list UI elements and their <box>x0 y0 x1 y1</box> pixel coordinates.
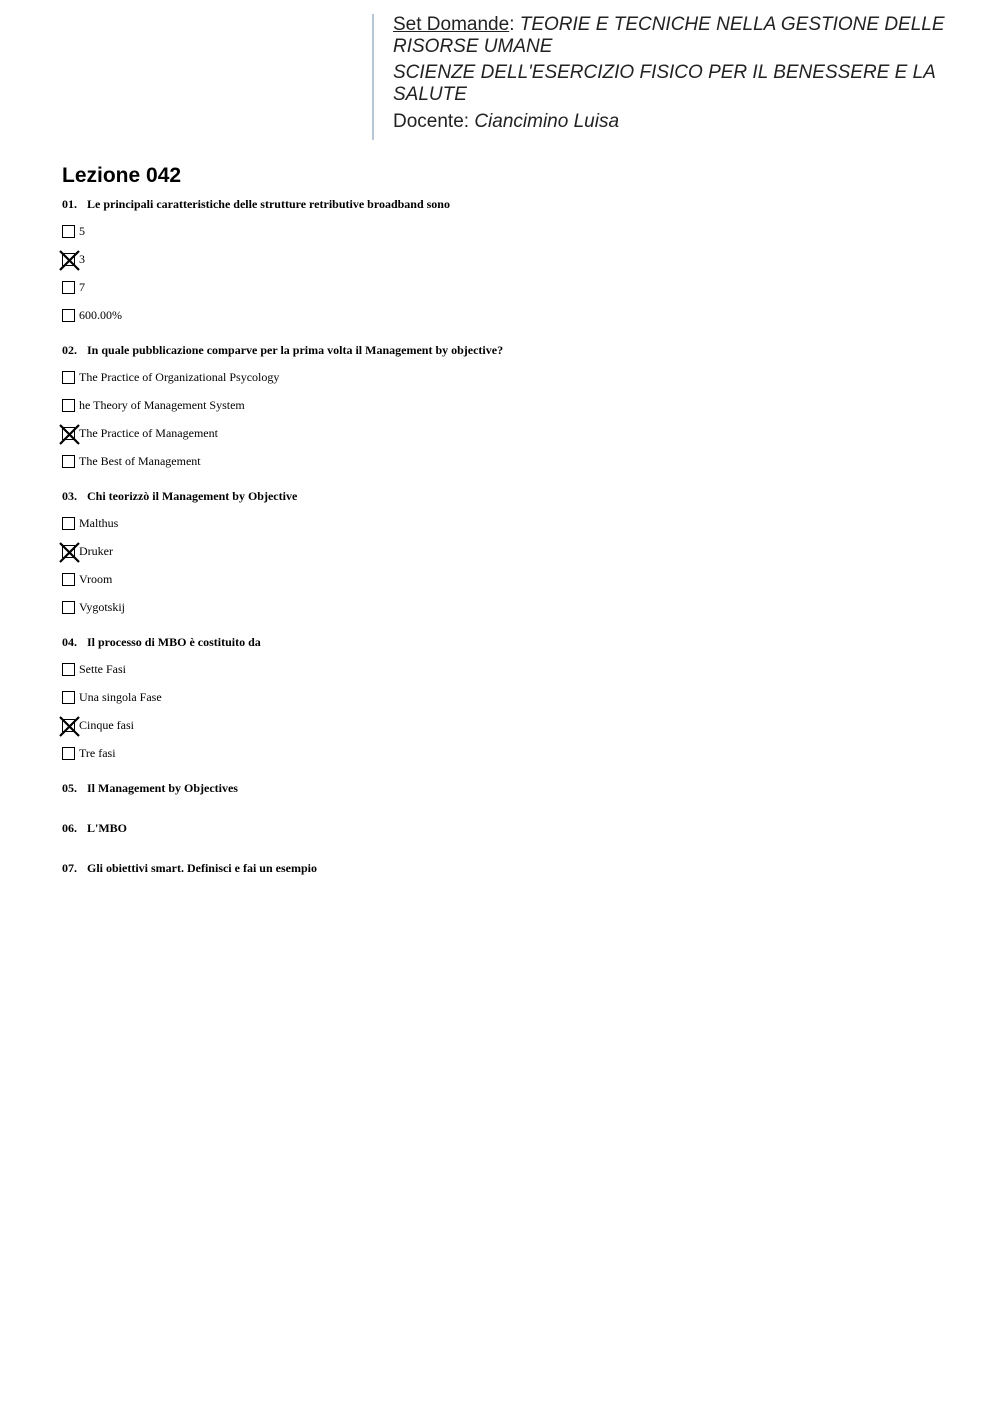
answer-option[interactable] <box>62 277 942 297</box>
answer-label: Vroom <box>79 572 113 586</box>
question-number: 01. <box>62 197 77 211</box>
question-set-line <box>393 14 957 58</box>
question-number: 03. <box>62 489 77 503</box>
question-number: 06. <box>62 821 77 835</box>
answer-option[interactable] <box>62 451 942 471</box>
answer-options <box>62 659 942 763</box>
answer-option[interactable] <box>62 513 942 533</box>
answer-label: he Theory of Management System <box>79 398 245 412</box>
question-number: 07. <box>62 861 77 875</box>
question-02 <box>62 342 942 471</box>
cross-mark-icon <box>59 542 80 563</box>
question-prompt: Le principali caratteristiche delle strutture retributive broadband sono <box>87 197 450 211</box>
answer-option[interactable] <box>62 423 942 443</box>
checkbox[interactable] <box>62 281 75 294</box>
checkbox[interactable] <box>62 371 75 384</box>
answer-option[interactable] <box>62 743 942 763</box>
answer-option[interactable] <box>62 221 942 241</box>
question-number: 04. <box>62 635 77 649</box>
answer-option[interactable] <box>62 395 942 415</box>
question-04 <box>62 634 942 763</box>
answer-options <box>62 513 942 617</box>
document-header <box>372 14 957 140</box>
answer-label: Tre fasi <box>79 746 116 760</box>
checkbox[interactable] <box>62 399 75 412</box>
question-text <box>62 820 942 836</box>
checkbox[interactable] <box>62 663 75 676</box>
question-prompt: In quale pubblicazione comparve per la prima volta il Management by objective? <box>87 343 504 357</box>
question-prompt: Gli obiettivi smart. Definisci e fai un esempio <box>87 861 317 875</box>
question-number: 05. <box>62 781 77 795</box>
answer-option[interactable] <box>62 249 942 269</box>
question-03 <box>62 488 942 617</box>
answer-label: Druker <box>79 544 113 558</box>
question-text <box>62 780 942 796</box>
cross-mark-icon <box>59 250 80 271</box>
answer-label: Malthus <box>79 516 119 530</box>
checkbox[interactable] <box>62 573 75 586</box>
answer-option[interactable] <box>62 715 942 735</box>
answer-label: 7 <box>79 280 85 294</box>
answer-option[interactable] <box>62 305 942 325</box>
course-title-1: TEORIE E TECNICHE NELLA GESTIONE DELLE RISORSE UMANE <box>393 14 945 57</box>
answer-label: Cinque fasi <box>79 718 134 732</box>
answer-label: 3 <box>79 252 85 266</box>
checkbox[interactable] <box>62 225 75 238</box>
checkbox-checked[interactable] <box>62 719 75 732</box>
answer-label: 600.00% <box>79 308 122 322</box>
answer-option[interactable] <box>62 541 942 561</box>
checkbox[interactable] <box>62 309 75 322</box>
checkbox-checked[interactable] <box>62 427 75 440</box>
question-text <box>62 860 942 876</box>
checkbox[interactable] <box>62 691 75 704</box>
teacher-name: Ciancimino Luisa <box>474 111 620 132</box>
question-text <box>62 342 942 358</box>
answer-options <box>62 367 942 471</box>
answer-label: 5 <box>79 224 85 238</box>
answer-label: The Practice of Organizational Psycology <box>79 370 280 384</box>
answer-options <box>62 221 942 325</box>
course-title-2: SCIENZE DELL'ESERCIZIO FISICO PER IL BENESSERE E LA SALUTE <box>393 62 936 105</box>
question-text <box>62 196 942 212</box>
checkbox[interactable] <box>62 455 75 468</box>
question-prompt: L'MBO <box>87 821 128 835</box>
cross-mark-icon <box>59 424 80 445</box>
question-07 <box>62 860 942 876</box>
answer-option[interactable] <box>62 659 942 679</box>
answer-label: The Practice of Management <box>79 426 218 440</box>
answer-option[interactable] <box>62 687 942 707</box>
checkbox-checked[interactable] <box>62 253 75 266</box>
question-text <box>62 488 942 504</box>
lesson-title: Lezione 042 <box>62 164 182 187</box>
teacher-line <box>393 111 957 133</box>
question-01 <box>62 196 942 325</box>
question-prompt: Il Management by Objectives <box>87 781 238 795</box>
cross-mark-icon <box>59 716 80 737</box>
question-text <box>62 634 942 650</box>
answer-option[interactable] <box>62 597 942 617</box>
checkbox[interactable] <box>62 601 75 614</box>
answer-label: Sette Fasi <box>79 662 126 676</box>
answer-label: Una singola Fase <box>79 690 162 704</box>
question-prompt: Chi teorizzò il Management by Objective <box>87 489 298 503</box>
answer-option[interactable] <box>62 367 942 387</box>
teacher-label: Docente: <box>393 111 475 132</box>
question-06 <box>62 820 942 836</box>
answer-label: Vygotskij <box>79 600 126 614</box>
answer-option[interactable] <box>62 569 942 589</box>
set-separator: : <box>509 14 520 35</box>
answer-label: The Best of Management <box>79 454 201 468</box>
checkbox[interactable] <box>62 747 75 760</box>
set-label: Set Domande <box>393 14 510 35</box>
checkbox-checked[interactable] <box>62 545 75 558</box>
question-list <box>62 196 942 900</box>
checkbox[interactable] <box>62 517 75 530</box>
question-prompt: Il processo di MBO è costituito da <box>87 635 261 649</box>
question-number: 02. <box>62 343 77 357</box>
question-05 <box>62 780 942 796</box>
